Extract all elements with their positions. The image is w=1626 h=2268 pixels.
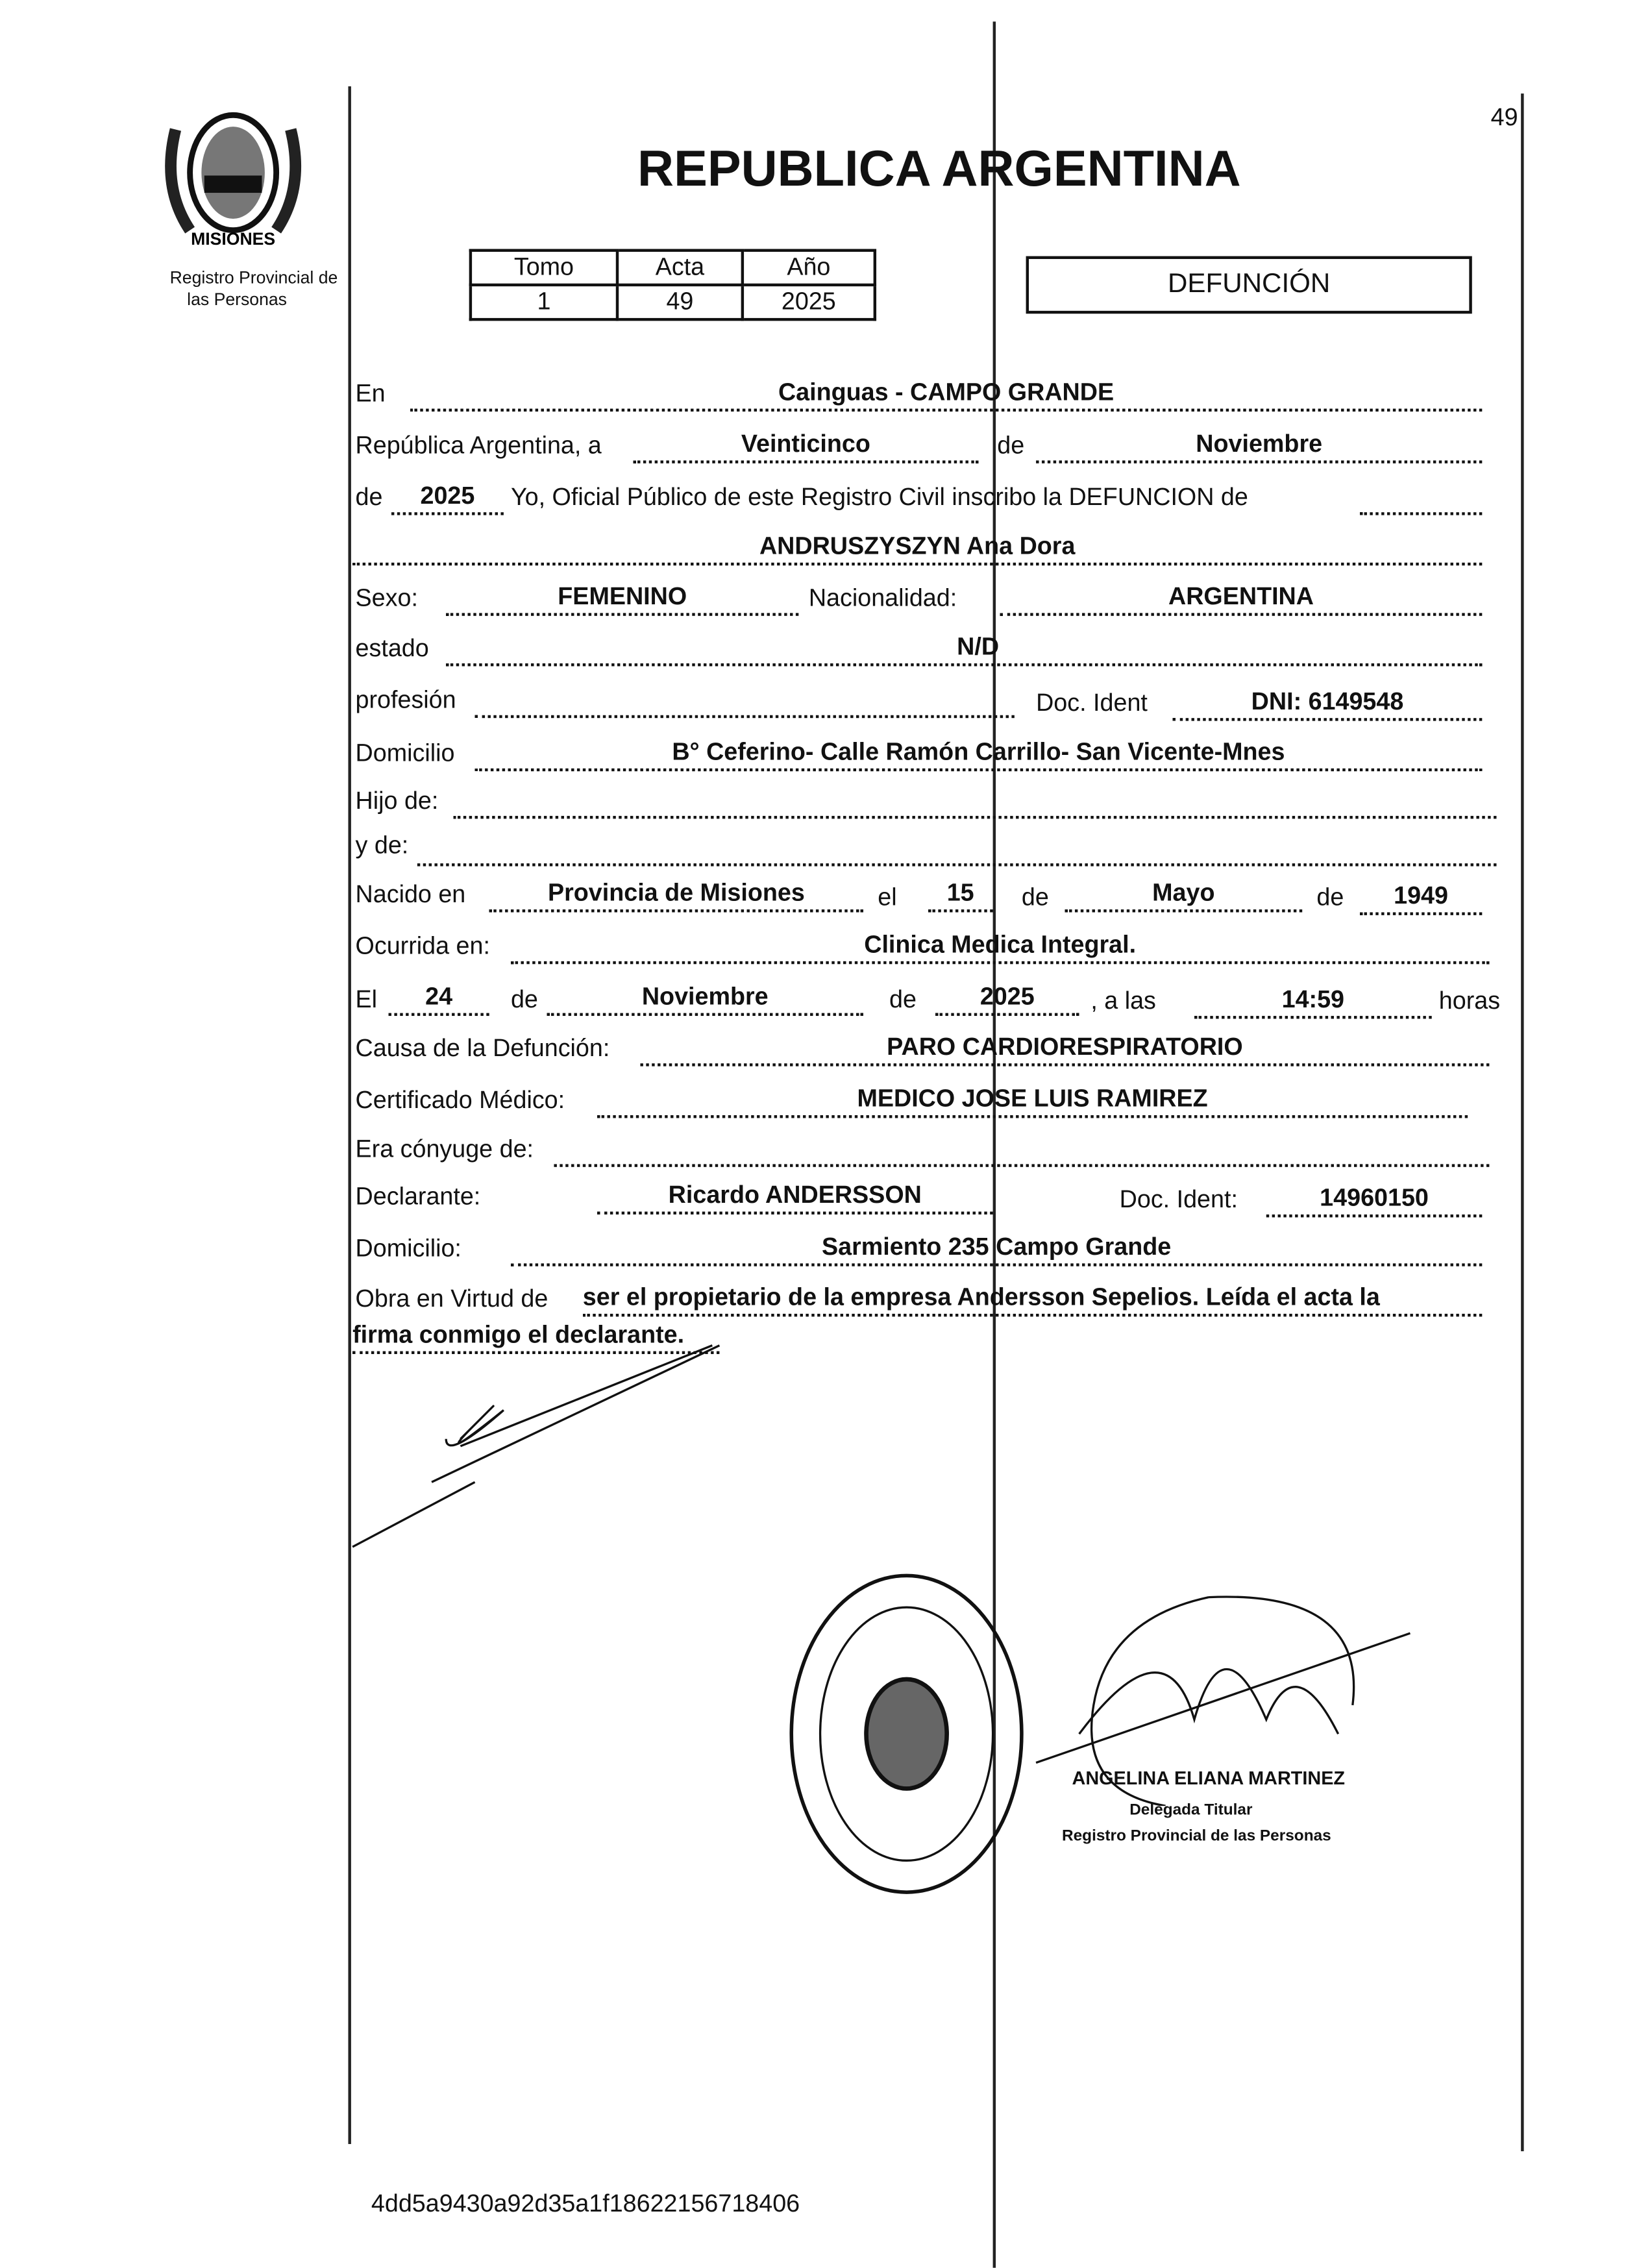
estado-value: N/D <box>957 633 1000 661</box>
document-hash: 4dd5a9430a92d35a1f18622156718406 <box>371 2189 800 2218</box>
field-profesion <box>475 684 1015 718</box>
page-title: REPUBLICA ARGENTINA <box>637 141 1241 197</box>
field-decl-doc: 14960150 <box>1266 1183 1483 1217</box>
signatory-role: Delegada Titular <box>1129 1801 1253 1819</box>
field-conyuge <box>554 1133 1489 1167</box>
signatory-office: Registro Provincial de las Personas <box>1061 1827 1331 1845</box>
field-nombre: ANDRUSZYSZYN Ana Dora <box>352 531 1482 565</box>
field-estado <box>446 632 1482 666</box>
office-line2: las Personas <box>187 289 287 310</box>
field-mes: Noviembre <box>1036 429 1482 463</box>
label-de-def2: de <box>889 985 917 1013</box>
label-y-de: y de: <box>355 832 409 859</box>
field-certificado: MEDICO JOSE LUIS RAMIREZ <box>597 1083 1468 1118</box>
label-domicilio: Domicilio <box>355 739 455 767</box>
declarant-signature <box>345 1338 734 1555</box>
label-de-mes: de <box>1021 883 1049 911</box>
record-type-box: DEFUNCIÓN <box>1026 256 1472 314</box>
header-tomo: Tomo <box>471 251 617 285</box>
label-el2: El <box>355 985 378 1013</box>
field-obra-line1: ser el propietario de la empresa Andersson Sepelios. Leída el acta la <box>583 1282 1483 1316</box>
label-de: de <box>997 432 1025 460</box>
label-republica: República Argentina, a <box>355 432 602 460</box>
field-nacionalidad: ARGENTINA <box>1000 582 1483 616</box>
label-causa: Causa de la Defunción: <box>355 1034 610 1062</box>
label-el: el <box>878 883 897 911</box>
field-def-dia: 24 <box>389 981 489 1016</box>
field-blank <box>1360 480 1482 515</box>
province-coat-of-arms-logo <box>161 101 305 252</box>
field-causa: PARO CARDIORESPIRATORIO <box>640 1031 1489 1066</box>
field-dia: Veinticinco <box>633 429 978 463</box>
left-border <box>348 86 351 2144</box>
label-horas: horas <box>1438 987 1501 1015</box>
right-border <box>1521 93 1523 2151</box>
label-de-def: de <box>510 985 538 1013</box>
label-obra: Obra en Virtud de <box>355 1285 548 1313</box>
field-hijo <box>453 784 1496 819</box>
label-yo: Yo, Oficial Público de este Registro Civil inscribo la DEFUNCION de <box>510 483 1248 511</box>
office-line1: Registro Provincial de <box>169 267 338 288</box>
label-doc-ident2: Doc. Ident: <box>1119 1185 1238 1213</box>
label-domicilio2: Domicilio: <box>355 1235 462 1263</box>
field-def-mes: Noviembre <box>547 981 863 1016</box>
label-certificado: Certificado Médico: <box>355 1086 565 1114</box>
record-table <box>469 249 876 321</box>
field-decl-domicilio: Sarmiento 235 Campo Grande <box>511 1232 1482 1266</box>
value-acta: 49 <box>617 285 743 319</box>
field-sexo: FEMENINO <box>446 582 798 616</box>
label-ocurrida: Ocurrida en: <box>355 932 490 960</box>
field-nac-dia: 15 <box>928 878 993 912</box>
label-sexo: Sexo: <box>355 584 418 612</box>
label-hijo: Hijo de: <box>355 787 439 815</box>
field-declarante: Ricardo ANDERSSON <box>597 1180 993 1214</box>
label-conyuge: Era cónyuge de: <box>355 1135 534 1163</box>
label-a-las: , a las <box>1090 987 1156 1015</box>
value-tomo: 1 <box>471 285 617 319</box>
label-de-anio: de <box>355 483 383 511</box>
field-y-de <box>417 832 1497 866</box>
label-de-anio2: de <box>1316 883 1344 911</box>
label-doc-ident: Doc. Ident <box>1036 689 1148 717</box>
signatory-name: ANGELINA ELIANA MARTINEZ <box>1072 1767 1346 1789</box>
label-nacido: Nacido en <box>355 880 466 908</box>
field-anio: 2025 <box>391 480 504 515</box>
label-profesion: profesión <box>355 686 456 714</box>
field-dni: DNI: 6149548 <box>1173 686 1483 721</box>
header-acta: Acta <box>617 251 743 285</box>
field-nac-anio: 1949 <box>1360 881 1482 915</box>
label-declarante: Declarante: <box>355 1183 481 1211</box>
value-anio: 2025 <box>743 285 875 319</box>
header-anio: Año <box>743 251 875 285</box>
field-obra-line2: firma conmigo el declarante. <box>352 1320 719 1354</box>
field-nacido-en: Provincia de Misiones <box>489 878 863 912</box>
label-estado: estado <box>355 634 429 662</box>
page-number: 49 <box>1490 103 1518 131</box>
field-def-anio: 2025 <box>935 981 1079 1016</box>
field-domicilio: B° Ceferino- Calle Ramón Carrillo- San Vicente-Mnes <box>475 737 1483 771</box>
field-ocurrida: Clinica Medica Integral. <box>511 930 1489 964</box>
field-lugar: Cainguas - CAMPO GRANDE <box>410 377 1483 412</box>
label-nacionalidad: Nacionalidad: <box>808 584 957 612</box>
svg-text:MISIONES: MISIONES <box>191 228 276 249</box>
field-nac-mes: Mayo <box>1065 878 1302 912</box>
field-hora: 14:59 <box>1194 984 1432 1018</box>
label-en: En <box>355 380 386 408</box>
